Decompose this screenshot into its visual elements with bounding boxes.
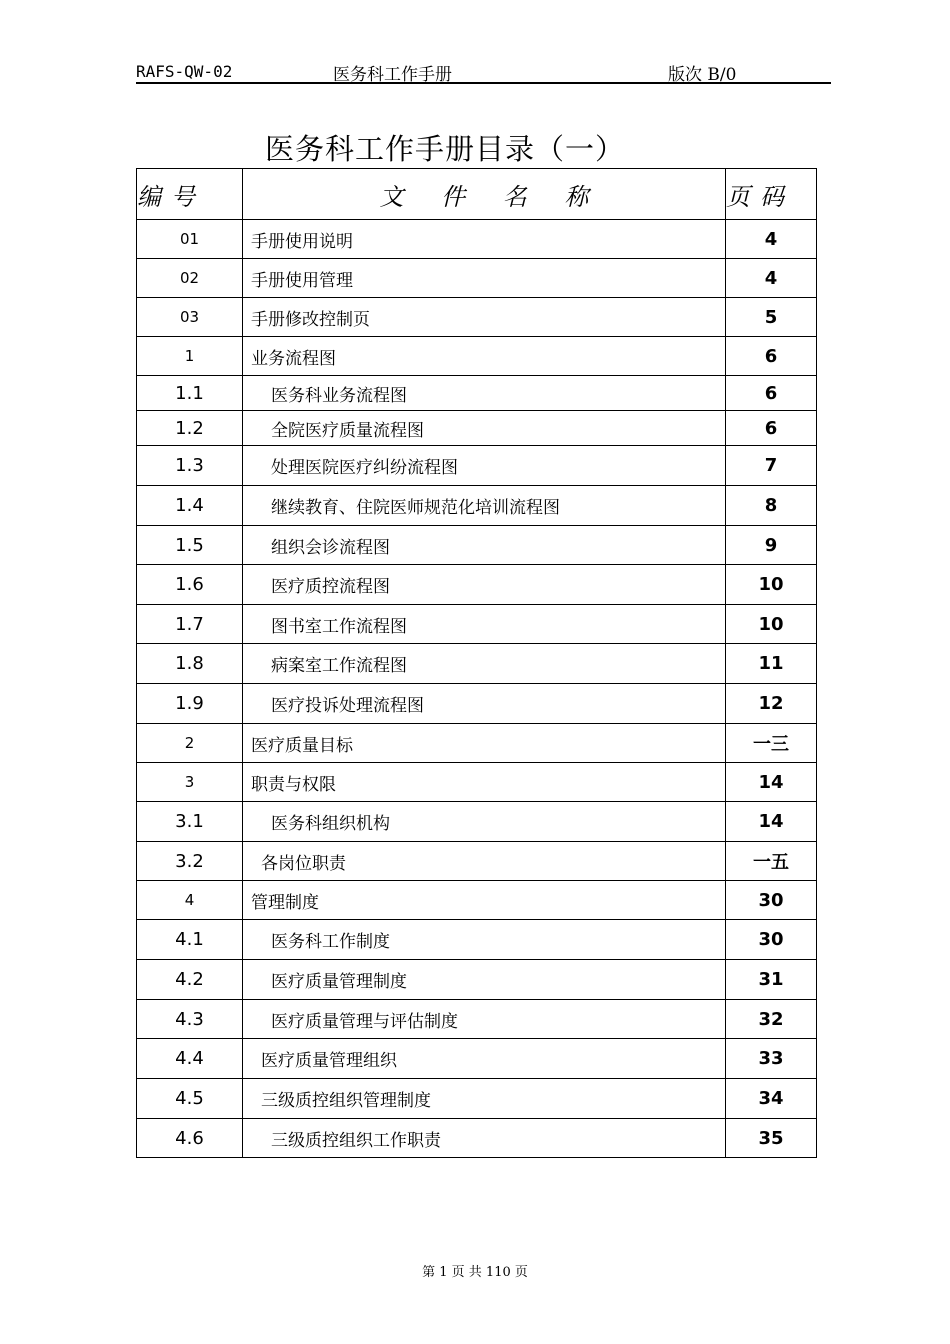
toc-row: [137, 376, 817, 411]
toc-row: [137, 526, 817, 565]
toc-entry-number: 1.3: [137, 446, 243, 486]
toc-entry-number: 1.8: [137, 644, 243, 684]
toc-entry-title: 医疗质量管理组织: [243, 1039, 726, 1079]
toc-entry-page: 7: [726, 446, 817, 486]
toc-entry-page: 6: [726, 376, 817, 411]
toc-entry-page: 30: [726, 920, 817, 960]
toc-row: [137, 220, 817, 259]
toc-entry-title: 医务科业务流程图: [243, 376, 726, 411]
toc-entry-title: 各岗位职责: [243, 842, 726, 881]
header-manual-name: 医务科工作手册: [333, 65, 452, 85]
toc-row: [137, 644, 817, 684]
toc-entry-page: 5: [726, 298, 817, 337]
toc-entry-title: 手册使用管理: [243, 259, 726, 298]
toc-row: [137, 802, 817, 842]
toc-entry-page: 11: [726, 644, 817, 684]
toc-entry-title: 管理制度: [243, 881, 726, 920]
toc-entry-page: 35: [726, 1119, 817, 1158]
header-version: 版次 B/0: [668, 65, 737, 85]
toc-row: [137, 920, 817, 960]
toc-entry-number: 02: [137, 259, 243, 298]
toc-row: [137, 337, 817, 376]
toc-row: [137, 259, 817, 298]
toc-entry-number: 3: [137, 763, 243, 802]
toc-entry-page: 33: [726, 1039, 817, 1079]
toc-entry-title: 图书室工作流程图: [243, 605, 726, 644]
toc-entry-page: 一三: [726, 724, 817, 763]
toc-entry-title: 医疗质量目标: [243, 724, 726, 763]
toc-entry-number: 1.6: [137, 565, 243, 605]
toc-entry-title: 全院医疗质量流程图: [243, 411, 726, 446]
toc-row: [137, 684, 817, 724]
toc-entry-number: 4.6: [137, 1119, 243, 1158]
toc-entry-number: 1.7: [137, 605, 243, 644]
toc-entry-title: 处理医院医疗纠纷流程图: [243, 446, 726, 486]
toc-entry-number: 1.5: [137, 526, 243, 565]
toc-entry-number: 03: [137, 298, 243, 337]
toc-entry-number: 4.5: [137, 1079, 243, 1119]
toc-row: [137, 1119, 817, 1158]
toc-entry-title: 医务科工作制度: [243, 920, 726, 960]
toc-entry-number: 3.2: [137, 842, 243, 881]
toc-entry-title: 三级质控组织工作职责: [243, 1119, 726, 1158]
page-footer: 第 1 页 共 110 页: [422, 1265, 528, 1280]
doc-code: RAFS-QW-02: [136, 62, 233, 81]
toc-entry-title: 病案室工作流程图: [243, 644, 726, 684]
toc-entry-page: 4: [726, 220, 817, 259]
toc-entry-title: 三级质控组织管理制度: [243, 1079, 726, 1119]
toc-row: [137, 724, 817, 763]
toc-entry-number: 1.9: [137, 684, 243, 724]
toc-entry-number: 4.4: [137, 1039, 243, 1079]
toc-header-row: [137, 169, 817, 220]
toc-entry-page: 12: [726, 684, 817, 724]
page-title: 医务科工作手册目录（一）: [265, 132, 626, 166]
toc-row: [137, 565, 817, 605]
toc-row: [137, 842, 817, 881]
toc-entry-title: 医务科组织机构: [243, 802, 726, 842]
toc-entry-title: 组织会诊流程图: [243, 526, 726, 565]
toc-entry-title: 医疗质量管理制度: [243, 960, 726, 1000]
toc-entry-title: 业务流程图: [243, 337, 726, 376]
toc-row: [137, 881, 817, 920]
toc-entry-page: 14: [726, 763, 817, 802]
toc-row: [137, 1079, 817, 1119]
toc-entry-title: 手册使用说明: [243, 220, 726, 259]
toc-entry-number: 4.2: [137, 960, 243, 1000]
toc-entry-number: 2: [137, 724, 243, 763]
toc-row: [137, 486, 817, 526]
toc-entry-page: 8: [726, 486, 817, 526]
toc-entry-page: 10: [726, 565, 817, 605]
toc-entry-number: 3.1: [137, 802, 243, 842]
toc-row: [137, 763, 817, 802]
toc-row: [137, 446, 817, 486]
toc-row: [137, 1000, 817, 1039]
toc-row: [137, 960, 817, 1000]
toc-entry-page: 34: [726, 1079, 817, 1119]
toc-entry-page: 10: [726, 605, 817, 644]
toc-entry-title: 医疗投诉处理流程图: [243, 684, 726, 724]
toc-entry-page: 32: [726, 1000, 817, 1039]
toc-body: [137, 220, 817, 1158]
toc-entry-number: 4.3: [137, 1000, 243, 1039]
toc-entry-number: 1.2: [137, 411, 243, 446]
toc-entry-title: 手册修改控制页: [243, 298, 726, 337]
toc-entry-title: 职责与权限: [243, 763, 726, 802]
toc-entry-number: 1.1: [137, 376, 243, 411]
col-header-page: 页码: [726, 169, 817, 220]
toc-entry-number: 4.1: [137, 920, 243, 960]
toc-entry-number: 1: [137, 337, 243, 376]
toc-entry-page: 一五: [726, 842, 817, 881]
toc-entry-page: 9: [726, 526, 817, 565]
toc-table: [136, 168, 817, 1158]
toc-entry-page: 31: [726, 960, 817, 1000]
toc-entry-number: 01: [137, 220, 243, 259]
toc-entry-title: 医疗质控流程图: [243, 565, 726, 605]
toc-entry-number: 1.4: [137, 486, 243, 526]
toc-entry-page: 4: [726, 259, 817, 298]
toc-entry-title: 医疗质量管理与评估制度: [243, 1000, 726, 1039]
col-header-name: 文 件 名 称: [243, 169, 726, 220]
toc-row: [137, 1039, 817, 1079]
col-header-num: 编号: [137, 169, 243, 220]
toc-entry-number: 4: [137, 881, 243, 920]
toc-entry-page: 6: [726, 337, 817, 376]
toc-row: [137, 605, 817, 644]
toc-entry-title: 继续教育、住院医师规范化培训流程图: [243, 486, 726, 526]
toc-entry-page: 6: [726, 411, 817, 446]
toc-row: [137, 411, 817, 446]
toc-row: [137, 298, 817, 337]
toc-entry-page: 14: [726, 802, 817, 842]
toc-entry-page: 30: [726, 881, 817, 920]
header-rule: [136, 82, 831, 84]
